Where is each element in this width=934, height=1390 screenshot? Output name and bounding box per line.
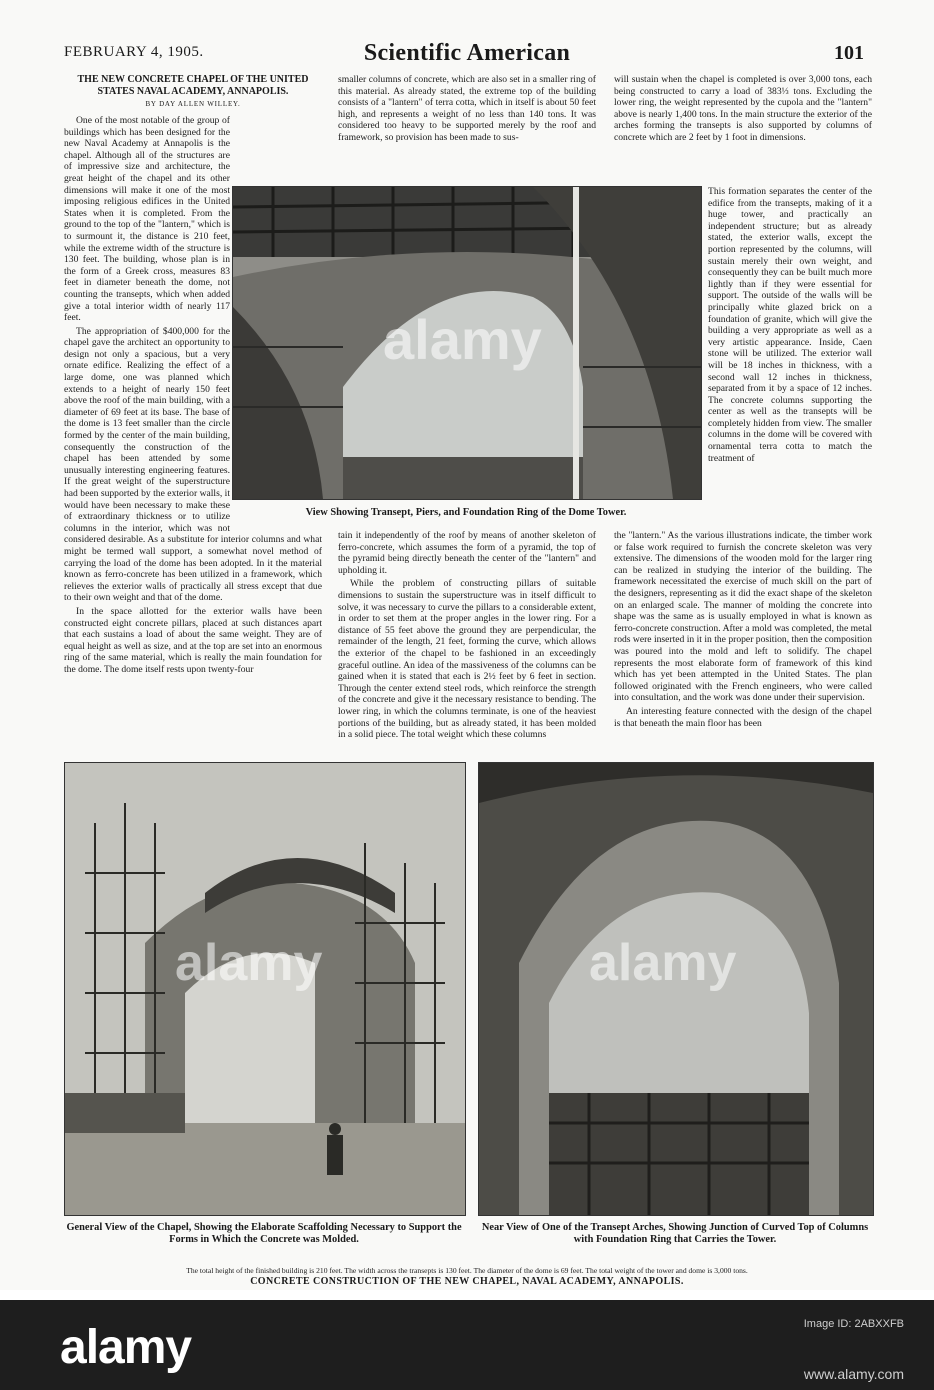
stock-url: www.alamy.com	[803, 1366, 904, 1382]
article-column-3-bottom	[614, 530, 872, 729]
col1-para-3: In the space allotted for the exterior walls have been constructed eight concrete pillars, placed at such distances apart that each sustains a load of about the same weight. They are of equal height as well as size, and at the top are set into an enormous ring of the same material, which is really the main foundation for the dome. The dome itself rests upon twenty-four	[64, 605, 322, 675]
article-column-1	[64, 74, 322, 113]
plate-title: CONCRETE CONSTRUCTION OF THE NEW CHAPEL, NAVAL ACADEMY, ANNAPOLIS.	[250, 1276, 684, 1287]
bottom-left-photo-scaffolding	[64, 762, 466, 1216]
page-number: 101	[834, 42, 864, 64]
col3-bottom-para-2: An interesting feature connected with the design of the chapel is that beneath the main floor has been	[614, 705, 872, 729]
masthead-date: FEBRUARY 4, 1905.	[64, 44, 204, 60]
article-column-1-body	[64, 115, 322, 676]
article-column-2-bottom	[338, 530, 596, 741]
article-column-2-top	[338, 74, 596, 144]
col1-para-1: One of the most notable of the group of buildings which has been designed for the new Naval Academy at Annapolis is the chapel. Although all of the structures are of impressive size and architecture, the great height of the chapel and its other dimensions will make it one of the most imposing religious edifices in the United States when it is completed. From the ground to the top of the "lantern," which is to surmount it, the distance is 210 feet, while the extreme width of the structure is 130 feet. The building, whose plan is in the form of a Greek cross, measures 83 feet in diameter beneath the dome, not counting the transepts, which when added give a total interior width of nearly 117 feet.	[64, 115, 230, 324]
col2-top-text: smaller columns of concrete, which are also set in a smaller ring of this material. As already stated, the extreme top of the building consists of a "lantern" of terra cotta, which in itself is about 50 feet high, and represents a weight of no less than 140 tons. It was considered too heavy to be supported merely by the roof and framework, so provision has been made to sus-	[338, 74, 596, 143]
masthead-title: Scientific American	[363, 40, 571, 66]
col3-top-text: will sustain when the chapel is completed is over 3,000 tons, each being constructed to carry a load of 383⅓ tons. Excluding the lower ring, the weight represented by the cupola and the "lantern" above is nearly 1,400 tons. In the main structure the exterior of the arches forming the transepts is also supported by columns of concrete which are 2 feet by 1 foot in dimensions.	[614, 74, 872, 143]
image-id-label: Image ID: 2ABXXFB	[803, 1318, 904, 1330]
alamy-logo: alamy	[60, 1321, 192, 1374]
bottom-right-photo-arch	[478, 762, 874, 1216]
image-id-block	[804, 1318, 904, 1330]
photo-watermark: alamy	[383, 308, 542, 371]
photo-watermark: alamy	[589, 934, 737, 992]
column-1-photo-gap	[230, 115, 322, 527]
col1-para-2: The appropriation of $400,000 for the chapel gave the architect an opportunity to design not only a spacious, but a very ornate edifice. Realizing the effect of a large dome, one was planned which extends to a height of nearly 150 feet above the roof of the main building, with a diameter of 69 feet at its base. The base of the dome is 13 feet smaller than the circle formed by the center of the main building, consequently the construction of the chapel has been attended by some unusually interesting engineering features. If the great weight of the superstructure had been supported by the exterior walls, it would have been necessary to make these of extraordinary thickness or to utilize columns in the interior, which was not considered desirable. As a substitute for interior columns and what might be termed wall support, a somewhat novel method of carrying the load of the dome has been adopted. In it the material known as ferro-concrete has been utilized in a framework, which relieves the exterior walls of practically all stress except that due to their own weight and that of the dome.	[64, 325, 322, 604]
col3-bottom-para-1: the "lantern." As the various illustrations indicate, the timber work or false work required to furnish the concrete skeleton was very extensive. The dimensions of the wooden mold for the larger ring can be realized in studying the interior of the building. The framework necessitated the exercise of much skill on the part of the designers, representing as it did the exact shape of the skeleton on an enlarged scale. The manner of molding the concrete into shape was the same as is usually employed in what is known as ferro-concrete construction. After a mold was completed, the metal rods were inserted in it in the proper position, then the composition was poured into the mold and left to solidify. The chapel represents the most elaborate form of framework of this kind which has yet been attempted in the United States. The plan followed originated with the French engineers, who were called into consultation, and the work was done under their supervision.	[614, 530, 872, 704]
col3-side-text: This formation separates the center of the edifice from the transepts, making of it a huge tower, and practically an independent structure; but as already stated, the exterior walls, except the portion represented by the columns, will sustain merely their own weight, and consequently they can be built much more lightly than if they were essential for support. The outside of the walls will be principally white glazed brick on a foundation of granite, which will give the building a very appropriate as well as a very artistic appearance. Inside, Caen stone will be utilized. The exterior wall will be 18 inches in thickness, with a second wall 12 inches in thickness, separated from it by a space of 12 inches. The concrete columns supporting the center as well as the transepts will be completely hidden from view. The smaller columns in the dome will be covered with ornamental terra cotta to match the treatment of	[708, 186, 872, 464]
dimensions-footnote: The total height of the finished building is 210 feet. The width across the transepts is 130 feet. The diameter of the dome is 69 feet. The total weight of the tower and dome is 3,000 tons.	[186, 1266, 748, 1275]
article-column-3-top	[614, 74, 872, 144]
article-byline: BY DAY ALLEN WILLEY.	[145, 100, 241, 108]
photo-watermark: alamy	[175, 934, 323, 992]
article-column-3-side	[708, 186, 872, 464]
col2-bottom-para-2: While the problem of constructing pillars of suitable dimensions to sustain the superstructure was in itself difficult to solve, it was necessary to curve the pillars to a considerable extent, in order to set them at the proper angles in the lower ring. For a distance of 55 feet above the ground they are perpendicular, the remainder of the length, 21 feet, forming the curve, which allows the exterior of the chapel to be fashioned in an exceedingly graceful outline. An idea of the massiveness of the columns can be gained when it is stated that each is 2½ feet by 6 feet in section. Through the center extend steel rods, which reinforce the strength of the concrete and give it the necessary resistance to bending. The lower ring, in which the columns terminate, is one of the heaviest portions of the building, but as already stated, it has been molded in a solid piece. The total weight which these columns	[338, 578, 596, 741]
col2-bottom-para-1: tain it independently of the roof by means of another skeleton of ferro-concrete, which assumes the form of a pyramid, the top of the pyramid being directly beneath the center of the "lantern" and upholding it.	[338, 530, 596, 576]
bottom-right-photo-caption: Near View of One of the Transept Arches, Showing Junction of Curved Top of Columns with Foundation Ring that Carries the Tower.	[481, 1222, 869, 1246]
article-headline: THE NEW CONCRETE CHAPEL OF THE UNITED STATES NAVAL ACADEMY, ANNAPOLIS.	[77, 74, 309, 97]
bottom-left-photo-caption: General View of the Chapel, Showing the Elaborate Scaffolding Necessary to Support the Forms in Which the Concrete was Molded.	[66, 1222, 462, 1246]
top-photo-caption: View Showing Transept, Piers, and Foundation Ring of the Dome Tower.	[305, 507, 627, 518]
stock-photo-bar	[0, 1300, 934, 1390]
